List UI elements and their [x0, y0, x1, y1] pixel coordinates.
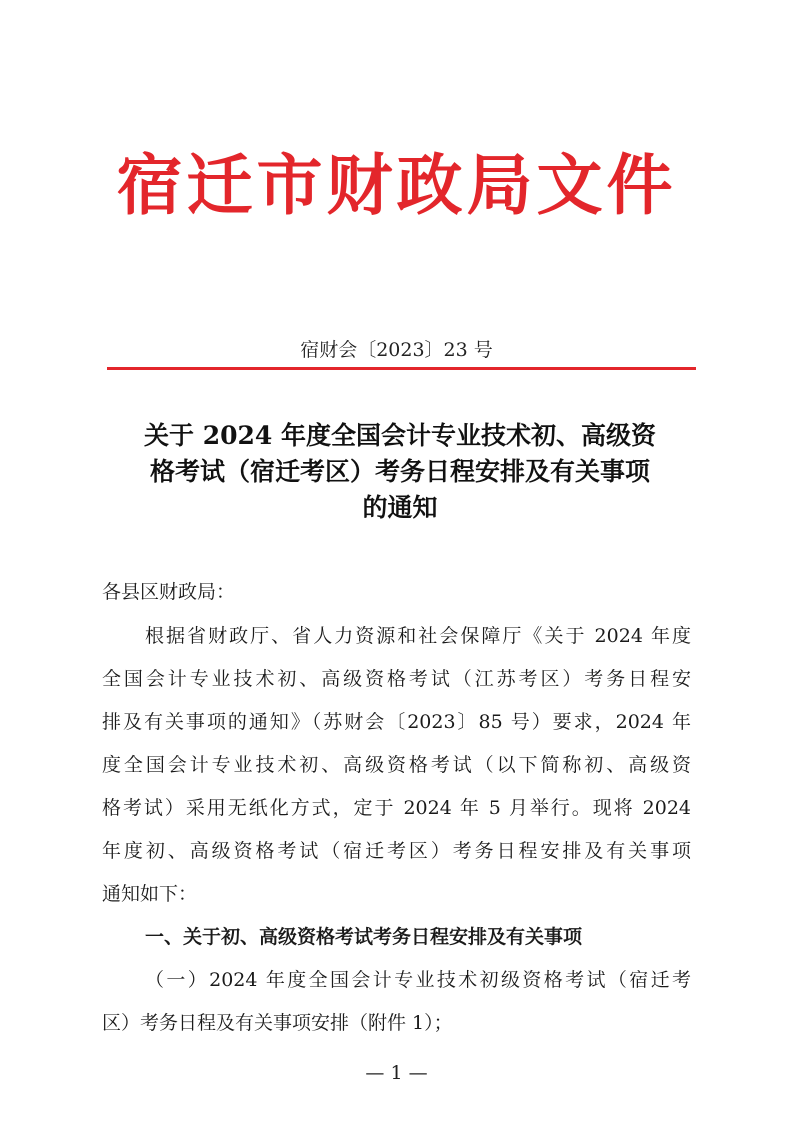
document-title	[100, 418, 700, 526]
paragraph-line: 区）考务日程及有关事项安排（附件 1）；	[102, 1012, 453, 1034]
paragraph-line: 年度初、高级资格考试（宿迁考区）考务日程安排及有关事项	[102, 840, 691, 862]
document-number: 宿财会〔2023〕23 号	[300, 339, 493, 361]
red-divider-line	[107, 367, 696, 370]
paragraph-line: 度全国会计专业技术初、高级资格考试（以下简称初、高级资	[102, 754, 691, 776]
title-line: 格考试（宿迁考区）考务日程安排及有关事项	[149, 457, 650, 486]
page-number: — 1 —	[365, 1062, 428, 1084]
paragraph-line: 格考试）采用无纸化方式，定于 2024 年 5 月举行。现将 2024	[102, 797, 691, 819]
section-heading: 一、关于初、高级资格考试考务日程安排及有关事项	[145, 926, 583, 948]
paragraph-line: （一）2024 年度全国会计专业技术初级资格考试（宿迁考	[145, 969, 691, 991]
paragraph-line: 通知如下：	[102, 883, 198, 905]
salutation: 各县区财政局：	[102, 581, 236, 603]
paragraph-line: 根据省财政厅、省人力资源和社会保障厅《关于 2024 年度	[145, 625, 691, 647]
title-line: 关于 2024 年度全国会计专业技术初、高级资	[144, 421, 656, 450]
issuing-authority-header: 宿迁市财政局文件	[116, 146, 677, 224]
title-line: 的通知	[362, 493, 438, 522]
paragraph-line: 排及有关事项的通知》（苏财会〔2023〕85 号）要求，2024 年	[102, 711, 691, 733]
paragraph-line: 全国会计专业技术初、高级资格考试（江苏考区）考务日程安	[102, 668, 691, 690]
